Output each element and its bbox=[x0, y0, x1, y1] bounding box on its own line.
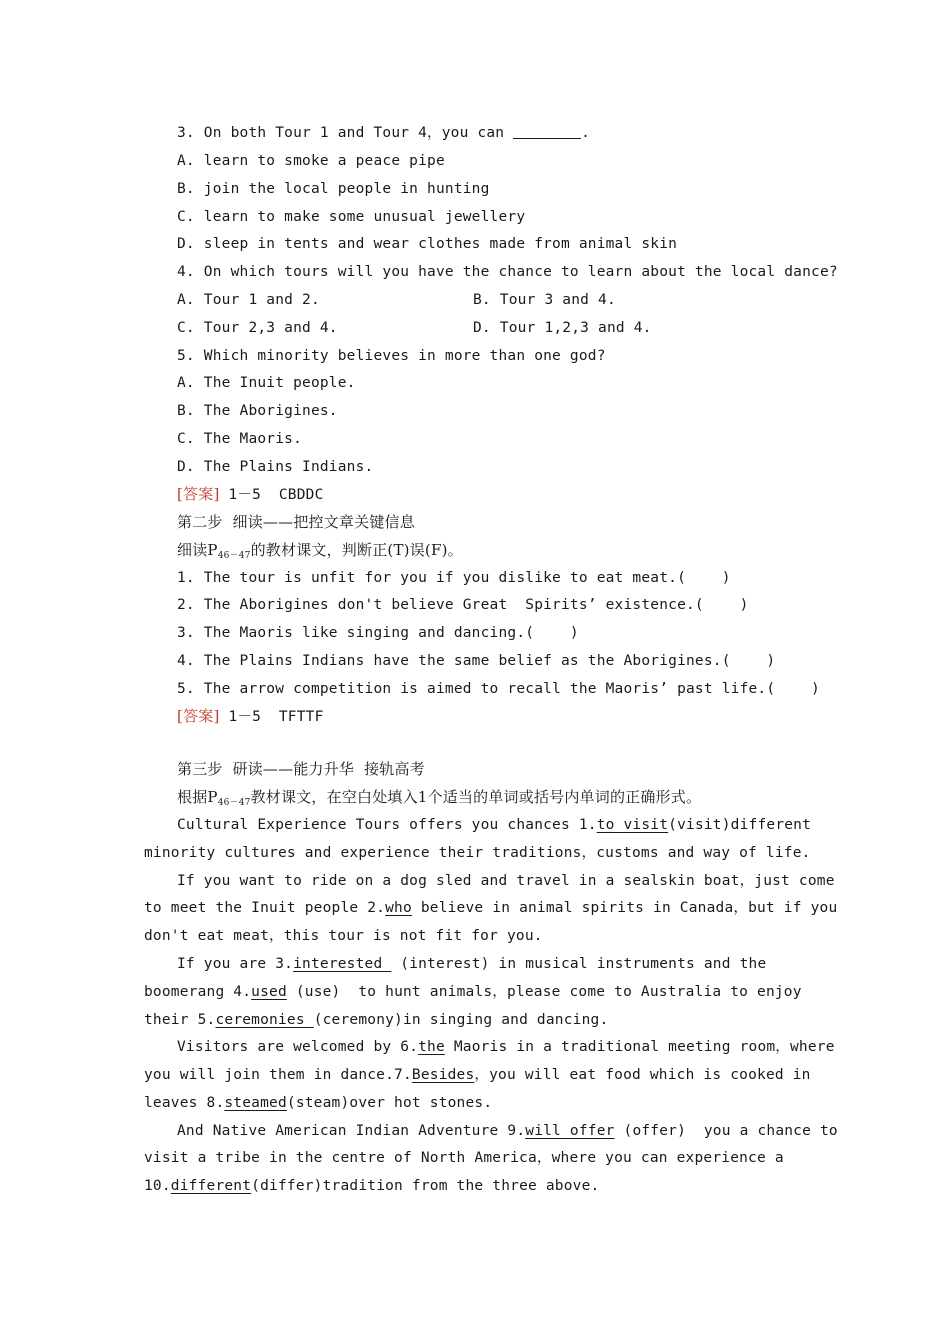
option-3c: C. learn to make some unusual jewellery bbox=[177, 209, 526, 225]
text: (interest) in musical instruments and the bbox=[391, 956, 767, 972]
text: to meet the Inuit people 2. bbox=[144, 900, 386, 916]
answer-tag: [答案] bbox=[177, 485, 220, 503]
option-4d: D. Tour 1,2,3 and 4. bbox=[473, 320, 652, 336]
instruction-suffix: 的教材课文，判断正(T)误(F)。 bbox=[250, 541, 463, 559]
instruction-prefix: 根据P bbox=[177, 788, 218, 806]
option-4c: C. Tour 2,3 and 4. bbox=[177, 320, 338, 336]
options-4ab-row bbox=[177, 288, 777, 312]
text: leaves 8. bbox=[144, 1095, 225, 1111]
filled-answer-10: different bbox=[170, 1178, 252, 1194]
text: (offer) you a chance to bbox=[614, 1123, 838, 1139]
filled-answer-8: steamed bbox=[224, 1095, 287, 1111]
filled-answer-2: who bbox=[385, 900, 412, 916]
option-5c: C. The Maoris. bbox=[177, 431, 303, 447]
text: 10. bbox=[144, 1178, 171, 1194]
filled-answer-1: to visit bbox=[596, 817, 669, 833]
text: (visit)different bbox=[668, 817, 812, 833]
paragraph-4-line-3 bbox=[144, 1091, 492, 1115]
tf-item-2: 2. The Aborigines don't believe Great Spirits’ existence.( ) bbox=[177, 597, 749, 613]
answer-blank bbox=[513, 124, 581, 139]
text: their 5. bbox=[144, 1012, 216, 1028]
option-3a: A. learn to smoke a peace pipe bbox=[177, 153, 445, 169]
text: Cultural Experience Tours offers you chances 1. bbox=[177, 817, 597, 833]
tf-item-5: 5. The arrow competition is aimed to recall the Maoris’ past life.( ) bbox=[177, 681, 820, 697]
answer-key-2 bbox=[177, 704, 324, 728]
text: (differ)tradition from the three above. bbox=[251, 1178, 600, 1194]
paragraph-4-line-2 bbox=[144, 1063, 811, 1087]
paragraph-2-line-1: If you want to ride on a dog sled and travel in a sealskin boat，just come bbox=[177, 873, 835, 889]
question-3-stem bbox=[177, 121, 590, 145]
text: boomerang 4. bbox=[144, 984, 252, 1000]
question-3-period: . bbox=[581, 125, 591, 141]
filled-answer-9: will offer bbox=[525, 1123, 615, 1139]
tf-item-1: 1. The tour is unfit for you if you dislike to eat meat.( ) bbox=[177, 570, 731, 586]
text: Maoris in a traditional meeting room，where bbox=[444, 1039, 835, 1055]
option-3d: D. sleep in tents and wear clothes made from animal skin bbox=[177, 236, 678, 252]
instruction-suffix: 教材课文，在空白处填入1个适当的单词或括号内单词的正确形式。 bbox=[250, 788, 702, 806]
paragraph-3-line-2 bbox=[144, 980, 802, 1004]
text: you will join them in dance.7. bbox=[144, 1067, 412, 1083]
text: believe in animal spirits in Canada，but if you bbox=[411, 900, 838, 916]
paragraph-1-line-1 bbox=[177, 813, 811, 837]
instruction-prefix: 细读P bbox=[177, 541, 218, 559]
step-2-instruction bbox=[177, 538, 463, 562]
text: (use) to hunt animals，please come to Australia to enjoy bbox=[286, 984, 802, 1000]
option-4b: B. Tour 3 and 4. bbox=[473, 292, 616, 308]
option-5a: A. The Inuit people. bbox=[177, 375, 356, 391]
filled-answer-6: the bbox=[418, 1039, 445, 1055]
answer-text: 1－5 TFTTF bbox=[219, 709, 324, 725]
paragraph-2-line-3: don't eat meat，this tour is not fit for you. bbox=[144, 928, 543, 944]
text: And Native American Indian Adventure 9. bbox=[177, 1123, 526, 1139]
step-3-instruction bbox=[177, 785, 701, 809]
paragraph-3-line-3 bbox=[144, 1008, 608, 1032]
paragraph-4-line-1 bbox=[177, 1035, 835, 1059]
option-3b: B. join the local people in hunting bbox=[177, 181, 490, 197]
paragraph-5-line-2: visit a tribe in the centre of North America，where you can experience a bbox=[144, 1150, 784, 1166]
text: ，you will eat food which is cooked in bbox=[474, 1067, 811, 1083]
page-range: 46－47 bbox=[217, 551, 251, 561]
option-4a: A. Tour 1 and 2. bbox=[177, 292, 320, 308]
filled-answer-5: ceremonies bbox=[215, 1012, 314, 1028]
page-range: 46－47 bbox=[217, 798, 251, 808]
filled-answer-7: Besides bbox=[411, 1067, 475, 1083]
step-2-title: 第二步 细读——把控文章关键信息 bbox=[177, 513, 415, 531]
options-4cd-row bbox=[177, 316, 777, 340]
tf-item-3: 3. The Maoris like singing and dancing.( ) bbox=[177, 625, 579, 641]
filled-answer-4: used bbox=[251, 984, 287, 1000]
tf-item-4: 4. The Plains Indians have the same belief as the Aborigines.( ) bbox=[177, 653, 776, 669]
paragraph-3-line-1 bbox=[177, 952, 766, 976]
question-4-stem: 4. On which tours will you have the chance to learn about the local dance? bbox=[177, 264, 838, 280]
answer-text: 1－5 CBDDC bbox=[219, 487, 324, 503]
option-5b: B. The Aborigines. bbox=[177, 403, 338, 419]
text: Visitors are welcomed by 6. bbox=[177, 1039, 419, 1055]
option-5d: D. The Plains Indians. bbox=[177, 459, 374, 475]
text: (ceremony)in singing and dancing. bbox=[313, 1012, 609, 1028]
answer-key-1 bbox=[177, 482, 324, 506]
text: If you are 3. bbox=[177, 956, 294, 972]
paragraph-5-line-3 bbox=[144, 1174, 599, 1198]
question-5-stem: 5. Which minority believes in more than one god? bbox=[177, 348, 606, 364]
question-3-text: 3. On both Tour 1 and Tour 4，you can bbox=[177, 125, 514, 141]
filled-answer-3: interested bbox=[293, 956, 392, 972]
paragraph-2-line-2 bbox=[144, 896, 837, 920]
answer-tag: [答案] bbox=[177, 707, 220, 725]
step-3-title: 第三步 研读——能力升华 接轨高考 bbox=[177, 760, 425, 778]
text: (steam)over hot stones. bbox=[286, 1095, 493, 1111]
paragraph-5-line-1 bbox=[177, 1119, 838, 1143]
paragraph-1-line-2: minority cultures and experience their traditions，customs and way of life. bbox=[144, 845, 811, 861]
